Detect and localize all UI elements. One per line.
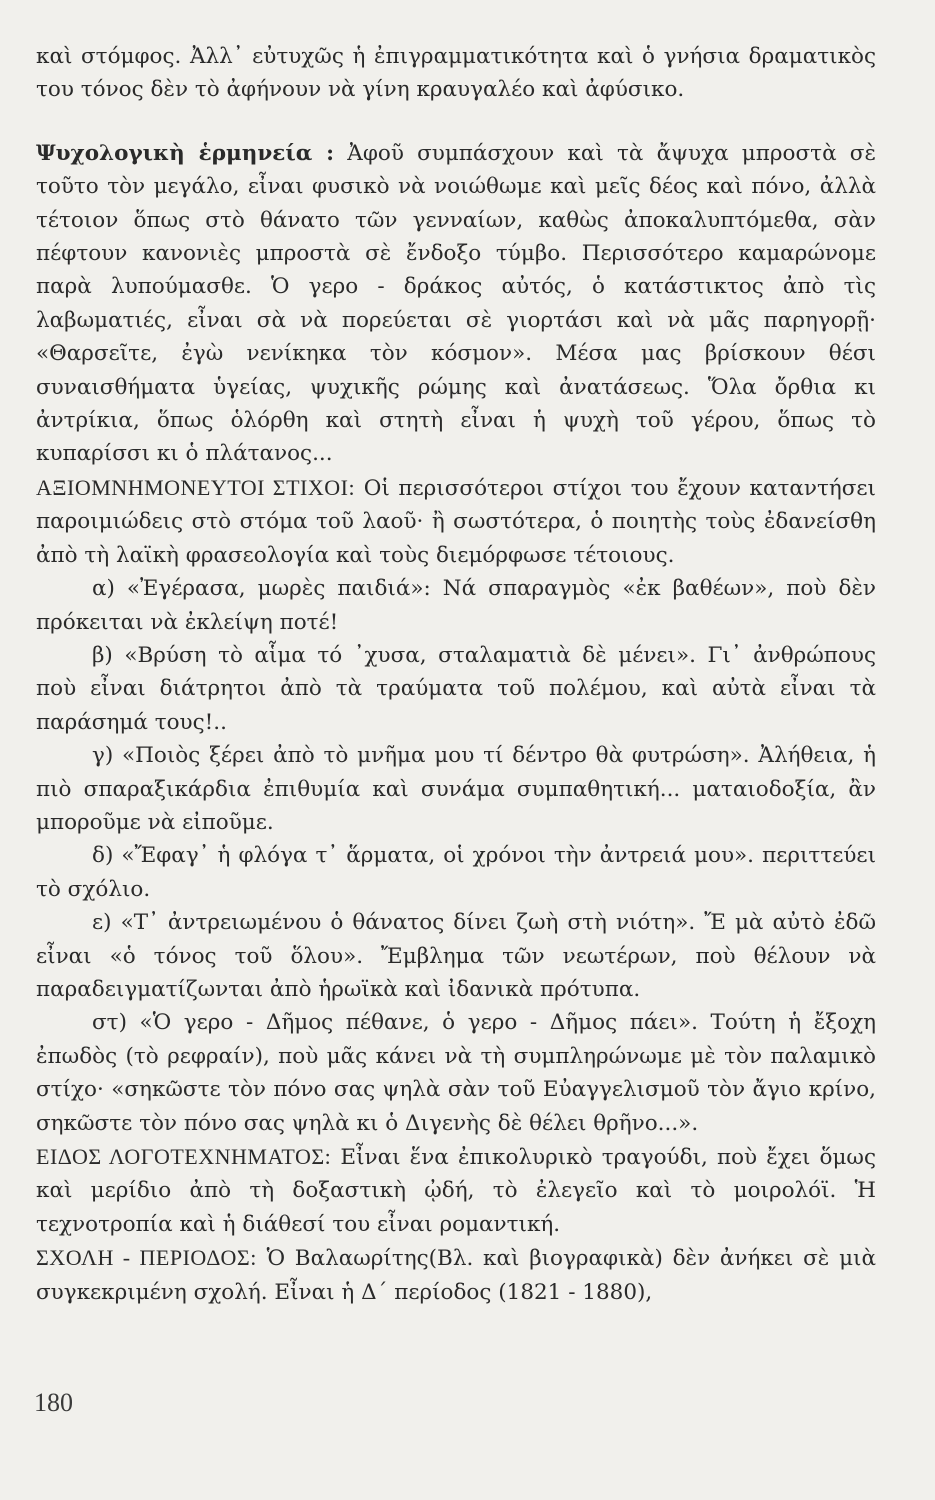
psych-body: Ἀφοῦ συμπάσχουν καὶ τὰ ἄψυχα μπροστὰ σὲ τοῦτο τὸν μεγάλο, εἶναι φυσικὸ νὰ νοιώθωμε καὶ μεῖς δέος καὶ πόνο, ἀλλὰ τέτοιον ὅπως στὸ θάνατο τῶν γενναίων, καθὼς ἀποκαλυπτόμεθα, σὰν πέφτουν κανονιὲς μπροστὰ σὲ ἔνδοξο τύμβο. Περισσότερο καμαρώνομε παρὰ λυπούμασθε. Ὁ γερο - δράκος αὐτός, ὁ κατάστικτος ἀπὸ τὶς λαβωματιές, εἶναι σὰ νὰ πορεύεται σὲ γιορτάσι καὶ νὰ μᾶς παρηγορῇ· «Θαρσεῖτε, ἐγὼ νενίκηκα τὸν κόσμον». Μέσα μας βρίσκουν θέσι συναισθήματα ὑγείας, ψυχικῆς ρώμης καὶ ἀνατάσεως. Ὅλα ὄρθια κι ἀντρίκια, ὅπως ὁλόρθη καὶ στητὴ εἶναι ἡ ψυχὴ τοῦ γέρου, ὅπως τὸ κυπαρίσσι κι ὁ πλάτανος... [36,140,876,467]
list-item: β) «Βρύση τὸ αἷμα τό ᾽χυσα, σταλαματιὰ δὲ μένει». Γι᾽ ἀνθρώπους ποὺ εἶναι διάτρητοι ἀπὸ τὰ τραύματα τοῦ πολέμου, καὶ αὐτὰ εἶναι τὰ παράσημά τους!.. [36,642,876,735]
genre-paragraph [36,1140,876,1241]
psych-heading: Ψυχολογικὴ ἑρμηνεία : [36,140,335,166]
list-item: δ) «Ἔφαγ᾽ ἡ φλόγα τ᾽ ἅρματα, οἱ χρόνοι τὴν ἀντρειά μου». περιττεύει τὸ σχόλιο. [36,843,876,902]
genre-heading: ΕΙΔΟΣ ΛΟΓΟΤΕΧΝΗΜΑΤΟΣ: [36,1144,332,1169]
genre-body: Εἶναι ἕνα ἐπικολυρικὸ τραγούδι, ποὺ ἔχει ὅμως καὶ μερίδιο ἀπὸ τὴ δοξαστικὴ ᾠδή, τὸ ἐλεγεῖο καὶ τὸ μοιρολόϊ. Ἡ τεχνοτροπία καὶ ἡ διάθεσί του εἶναι ρομαντική. [36,1145,876,1237]
school-heading: ΣΧΟΛΗ - ΠΕΡΙΟΔΟΣ: [36,1245,257,1271]
list-item: στ) «Ὁ γερο - Δῆμος πέθανε, ὁ γερο - Δῆμος πάει». Τούτη ἡ ἔξοχη ἐπωδὸς (τὸ ρεφραίν), ποὺ μᾶς κάνει νὰ τὴ συμπληρώνωμε μὲ τὸν παλαμικὸ στίχο· «σηκῶστε τὸν πόνο σας ψηλὰ σὰν τοῦ Εὐαγγελισμοῦ τὸν ἄγιο κρίνο, σηκῶστε τὸν πόνο σας ψηλὰ κι ὁ Διγενὴς δὲ θέλει θρῆνο...». [36,1010,876,1136]
verses-heading: ΑΞΙΟΜΝΗΜΟΝΕΥΤΟΙ ΣΤΙΧΟΙ: [36,474,356,500]
list-item: α) «Ἐγέρασα, μωρὲς παιδιά»: Νά σπαραγμὸς «ἐκ βαθέων», ποὺ δὲν πρόκειται νὰ ἐκλείψη ποτέ! [36,576,876,635]
psych-paragraph [36,137,876,471]
verses-paragraph [36,471,876,572]
school-paragraph [36,1241,876,1309]
school-body: Ὁ Βαλαωρίτης(Βλ. καὶ βιογραφικὰ) δὲν ἀνήκει σὲ μιὰ συγκεκριμένη σχολή. Εἶναι ἡ Δ´ περίοδος (1821 - 1880), [36,1246,876,1305]
list-item: γ) «Ποιὸς ξέρει ἀπὸ τὸ μνῆμα μου τί δέντρο θὰ φυτρώση». Ἀλήθεια, ἡ πιὸ σπαραξικάρδια ἐπιθυμία καὶ συνάμα συμπαθητική... ματαιοδοξία, ἂν μποροῦμε νὰ εἰποῦμε. [36,743,876,835]
intro-paragraph: καὶ στόμφος. Ἀλλ᾽ εὐτυχῶς ἡ ἐπιγραμματικότητα καὶ ὁ γνήσια δραματικὸς του τόνος δὲν τὸ ἀφήνουν νὰ γίνη κραυγαλέο καὶ ἀφύσικο. [36,44,876,103]
verses-body: Οἱ περισσότεροι στίχοι του ἔχουν καταντήσει παροιμιώδεις στὸ στόμα τοῦ λαοῦ· ἢ σωστότερα, ὁ ποιητὴς τοὺς ἐδανείσθη ἀπὸ τὴ λαϊκὴ φρασεολογία καὶ τοὺς διεμόρφωσε τέτοιους. [36,475,876,568]
page-text [36,40,876,1309]
page-number: 180 [34,1388,73,1417]
list-item: ε) «Τ᾽ ἀντρειωμένου ὁ θάνατος δίνει ζωὴ στὴ νιότη». Ἔ μὰ αὐτὸ ἐδῶ εἶναι «ὁ τόνος τοῦ ὅλου». Ἔμβλημα τῶν νεωτέρων, ποὺ θέλουν νὰ παραδειγματίζωνται ἀπὸ ἡρωϊκὰ καὶ ἰδανικὰ πρότυπα. [36,910,876,1002]
